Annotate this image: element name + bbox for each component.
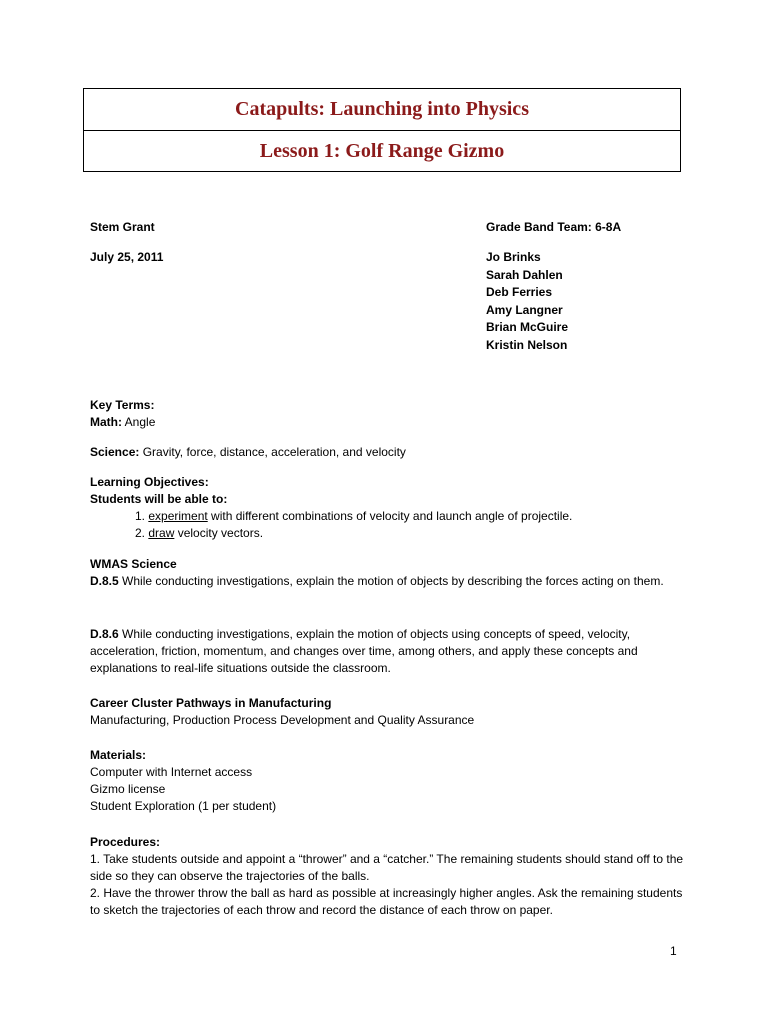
- standard-text: While conducting investigations, explain the motion of objects using concepts of speed, velocity, acceleration, friction, momentum, and changes over time, among others, and apply these concepts and explanations to real-life situations outside the classroom.: [90, 627, 638, 675]
- team-member: Kristin Nelson: [486, 337, 568, 352]
- team-label: Grade Band Team: 6-8A: [486, 220, 622, 234]
- team-member: Deb Ferries: [486, 285, 553, 299]
- title-table: [83, 88, 681, 172]
- career-section: [90, 695, 690, 729]
- objective-item: [90, 525, 690, 542]
- objectives-intro: Students will be able to:: [90, 492, 228, 506]
- procedure-step: 1. Take students outside and appoint a “thrower” and a “catcher.” The remaining students should stand off to the side so they can observe the trajectories of the balls.: [90, 852, 684, 883]
- procedure-step: 2. Have the thrower throw the ball as hard as possible at increasingly higher angles. Ask the remaining students to sketch the trajectories of each throw and record the distance of each throw on paper.: [90, 886, 683, 917]
- team-member: Sarah Dahlen: [486, 267, 563, 282]
- objective-item: [90, 508, 690, 525]
- materials-heading: Materials:: [90, 748, 147, 762]
- key-terms-section: [90, 397, 690, 431]
- material-item: Student Exploration (1 per student): [90, 799, 277, 813]
- science-value: Gravity, force, distance, acceleration, and velocity: [139, 445, 406, 459]
- career-heading: Career Cluster Pathways in Manufacturing: [90, 696, 332, 710]
- material-item: Gizmo license: [90, 782, 166, 796]
- math-value: Angle: [122, 415, 156, 429]
- standard-code: D.8.6: [90, 627, 119, 641]
- standard-code: D.8.5: [90, 574, 119, 588]
- page-number: 1: [670, 944, 677, 958]
- wmas-section: [90, 556, 690, 590]
- objectives-section: [90, 474, 690, 542]
- career-text: Manufacturing, Production Process Development and Quality Assurance: [90, 713, 475, 727]
- materials-section: [90, 747, 690, 815]
- standard-d86: [90, 626, 690, 677]
- document-title: Catapults: Launching into Physics: [235, 98, 529, 120]
- lesson-title: Lesson 1: Golf Range Gizmo: [84, 130, 680, 171]
- material-item: Computer with Internet access: [90, 765, 253, 779]
- objective-number: 2.: [135, 526, 149, 540]
- team-members-list: [486, 249, 568, 354]
- wmas-heading: WMAS Science: [90, 557, 177, 571]
- objective-text: with different combinations of velocity and launch angle of projectile.: [207, 509, 573, 523]
- objective-verb: experiment: [148, 509, 208, 523]
- key-terms-heading: Key Terms:: [90, 398, 155, 412]
- date-label: July 25, 2011: [90, 250, 164, 264]
- objective-number: 1.: [135, 509, 149, 523]
- science-label: Science:: [90, 445, 140, 459]
- procedures-section: [90, 834, 690, 919]
- standard-text: While conducting investigations, explain the motion of objects by describing the forces acting on them.: [118, 574, 664, 588]
- team-member: Brian McGuire: [486, 320, 569, 334]
- math-label: Math:: [90, 415, 122, 429]
- objective-text: velocity vectors.: [174, 526, 264, 540]
- standard-d85: [90, 573, 690, 590]
- science-term: [90, 444, 690, 461]
- team-member: Amy Langner: [486, 302, 563, 317]
- math-term: [90, 414, 690, 431]
- objective-verb: draw: [148, 526, 175, 540]
- procedures-heading: Procedures:: [90, 835, 161, 849]
- team-member: Jo Brinks: [486, 250, 541, 264]
- grant-label: Stem Grant: [90, 220, 155, 234]
- objectives-heading: Learning Objectives:: [90, 475, 209, 489]
